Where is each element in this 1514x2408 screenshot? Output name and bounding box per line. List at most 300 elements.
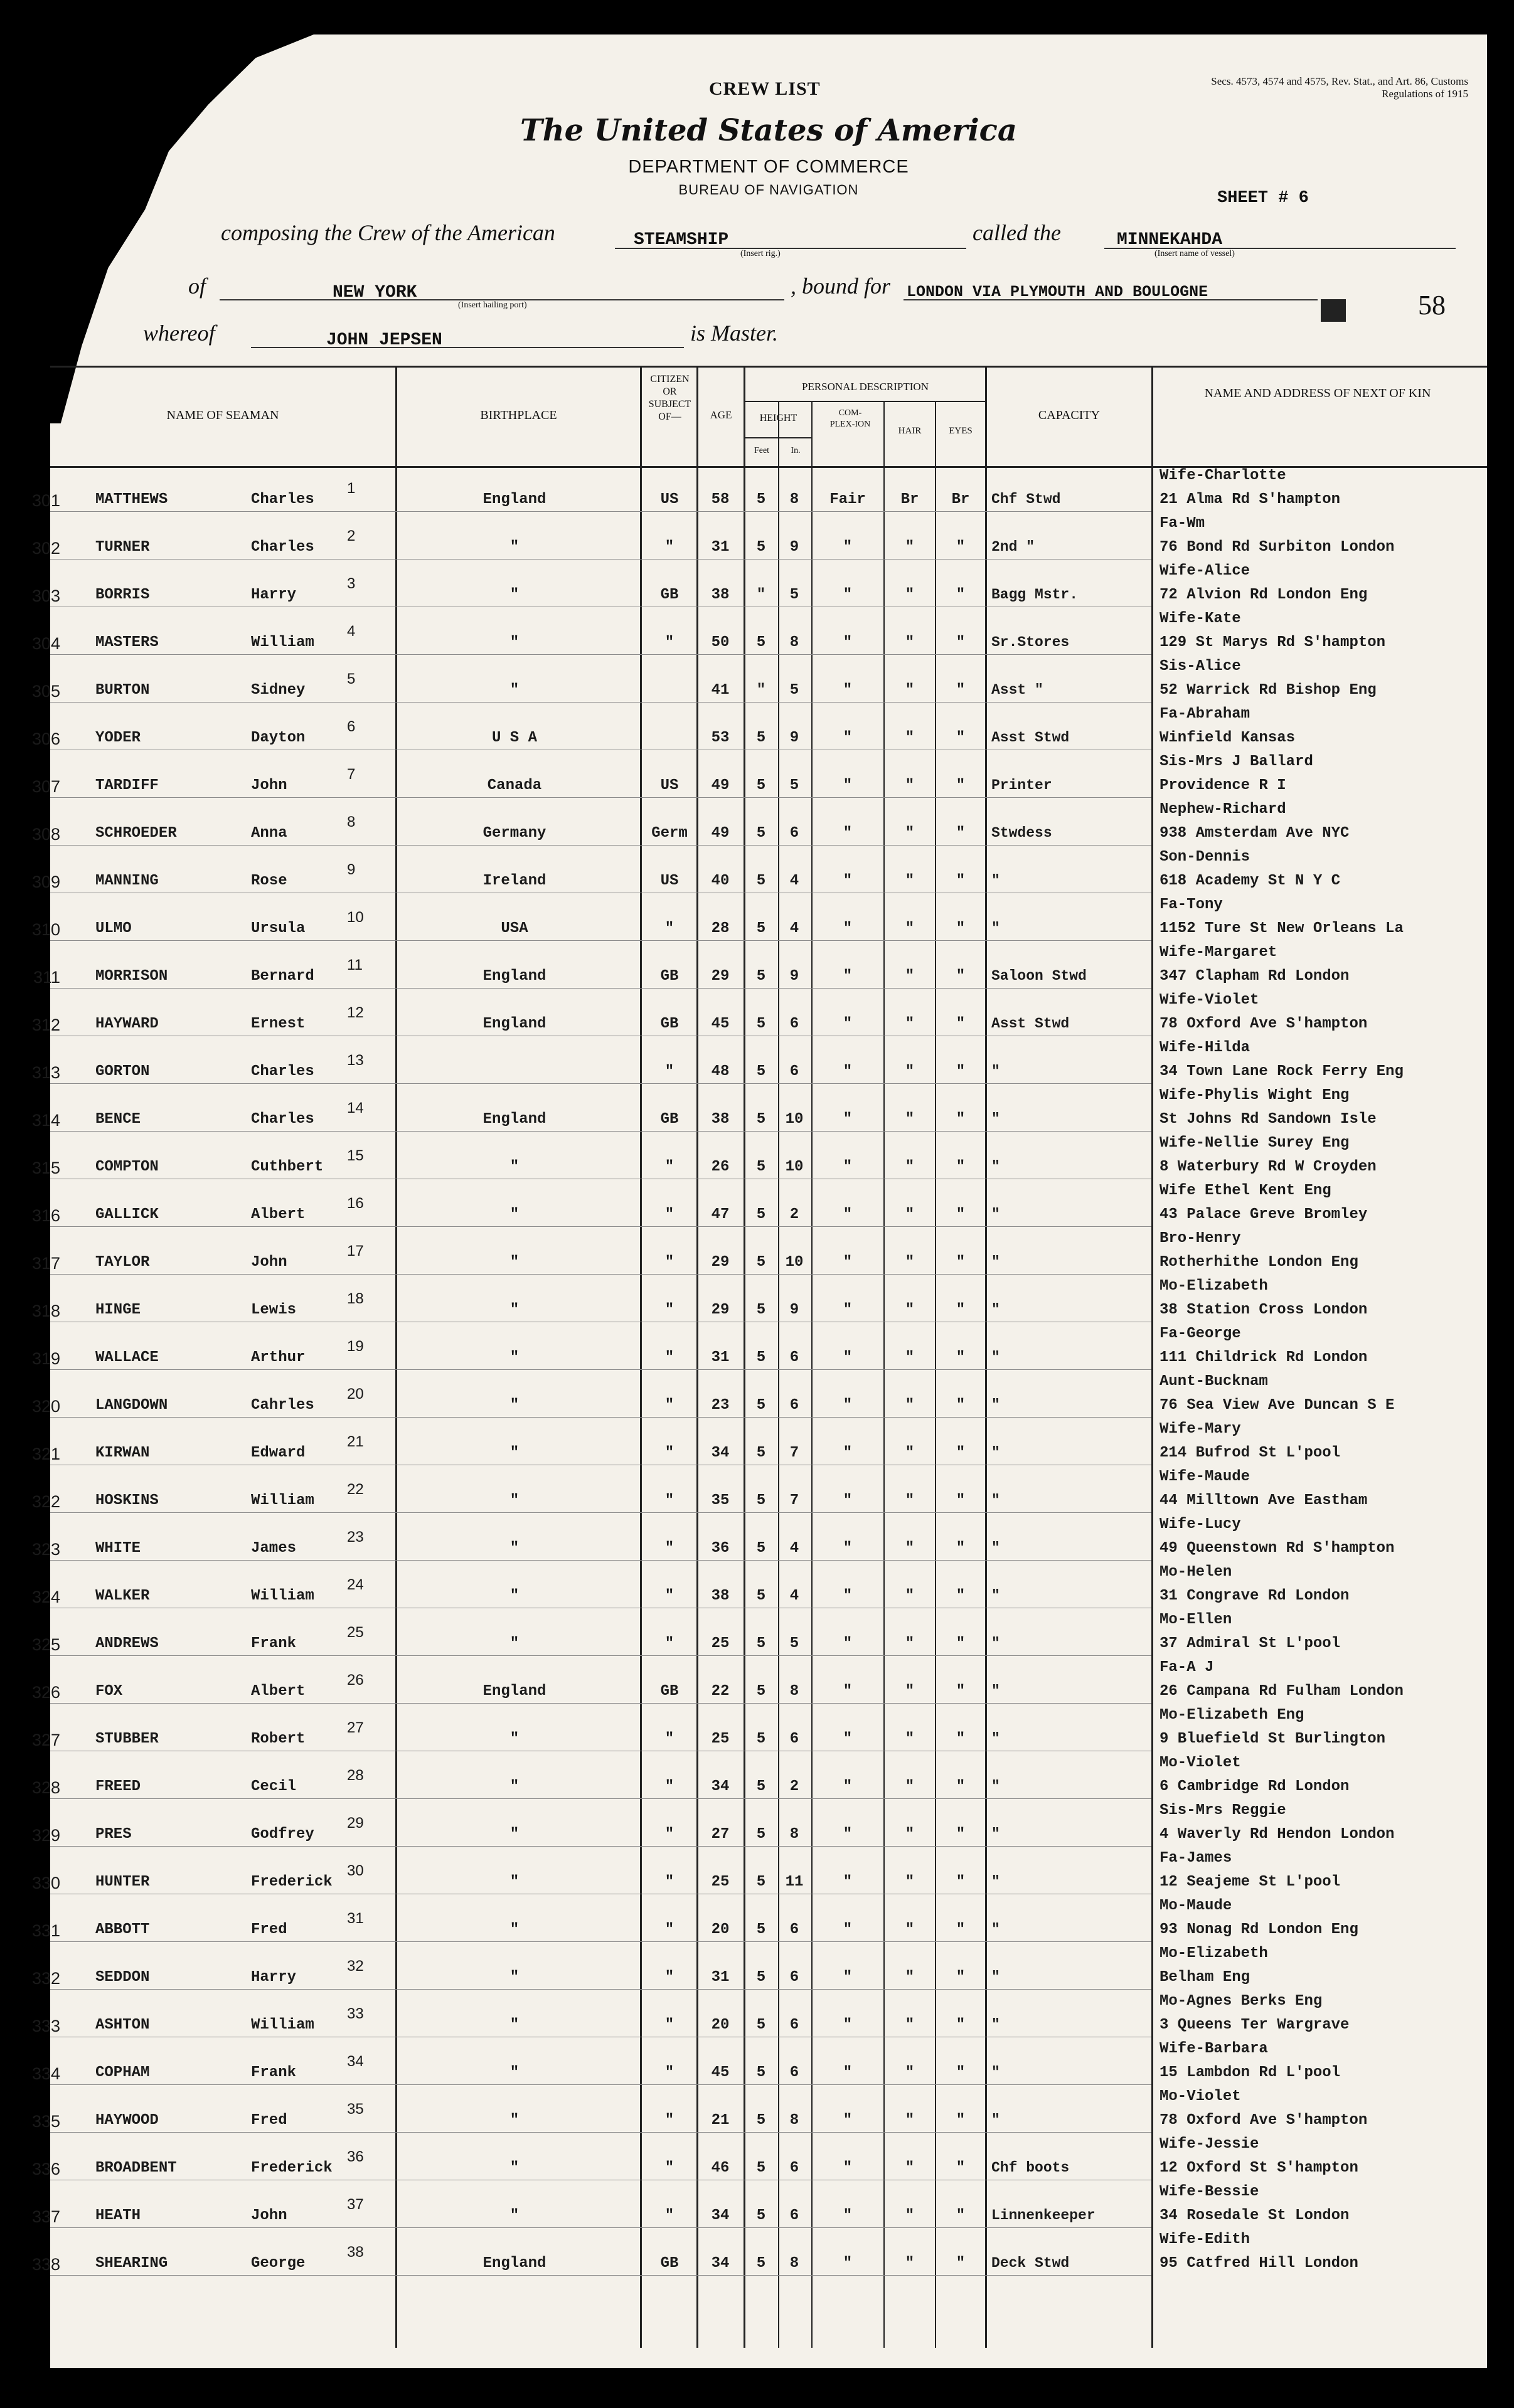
age: 49 [711, 777, 730, 794]
given-name: Charles [251, 491, 314, 508]
next-of-kin-name: Fa-James [1159, 1850, 1232, 1867]
age: 35 [711, 1492, 730, 1509]
row-rule [50, 1274, 1151, 1275]
eyes: " [956, 729, 966, 746]
given-name: William [251, 2017, 314, 2034]
row-number: 320 [31, 1397, 60, 1416]
birthplace: " [509, 1731, 520, 1748]
next-of-kin-name: Fa-Tony [1159, 896, 1223, 913]
next-of-kin-address: Providence R I [1159, 777, 1286, 794]
next-of-kin-name: Wife-Violet [1159, 992, 1259, 1009]
next-of-kin-address: 76 Bond Rd Surbiton London [1159, 539, 1395, 556]
eyes: " [956, 1254, 966, 1271]
surname: WALLACE [95, 1349, 159, 1366]
row-number: 338 [31, 2255, 60, 2274]
birthplace: " [509, 1778, 520, 1795]
capacity: Asst " [991, 682, 1043, 698]
surname: TARDIFF [95, 777, 159, 794]
form-line1-prefix: composing the Crew of the American [221, 220, 555, 245]
sequence-index: 14 [347, 1100, 364, 1116]
table-row [31, 2231, 1487, 2279]
next-of-kin-name: Son-Dennis [1159, 849, 1250, 866]
capacity: Printer [991, 777, 1052, 793]
height-feet: 5 [756, 825, 766, 842]
next-of-kin-address: 93 Nonag Rd London Eng [1159, 1921, 1358, 1938]
birthplace: " [509, 1826, 520, 1843]
capacity: Asst Stwd [991, 1016, 1070, 1032]
complexion: " [843, 1540, 853, 1557]
height-feet: 5 [756, 2064, 766, 2081]
next-of-kin-name: Wife-Lucy [1159, 1516, 1241, 1533]
given-name: Cuthbert [251, 1159, 324, 1175]
sequence-index: 27 [347, 1719, 364, 1736]
birthplace: " [509, 2064, 520, 2081]
row-number: 308 [31, 825, 60, 844]
eyes: " [956, 1397, 966, 1414]
table-row [31, 1659, 1487, 1707]
row-number: 301 [31, 491, 60, 510]
given-name: John [251, 1254, 287, 1271]
col-header-name: NAME OF SEAMAN [166, 408, 279, 422]
capacity: " [991, 2112, 1000, 2128]
complexion: " [843, 2207, 853, 2224]
next-of-kin-address: 938 Amsterdam Ave NYC [1159, 825, 1350, 842]
age: 20 [711, 2017, 730, 2034]
next-of-kin-address: 38 Station Cross London [1159, 1302, 1368, 1318]
col-header-hair: HAIR [898, 426, 922, 436]
surname: HINGE [95, 1302, 141, 1318]
citizenship: " [664, 1588, 674, 1604]
hair: " [905, 1731, 915, 1748]
citizenship: " [664, 1874, 674, 1891]
row-number: 327 [31, 1731, 60, 1749]
table-row [31, 896, 1487, 944]
given-name: Bernard [251, 968, 314, 985]
surname: ASHTON [95, 2017, 150, 2034]
capacity: " [991, 873, 1000, 889]
col-header-age: AGE [710, 409, 732, 421]
sheet-number: SHEET # 6 [1217, 189, 1309, 208]
birthplace: Canada [487, 777, 542, 794]
age: 27 [711, 1826, 730, 1843]
eyes: " [956, 1588, 966, 1604]
sequence-index: 29 [347, 1815, 364, 1832]
next-of-kin-name: Wife-Kate [1159, 610, 1241, 627]
height-feet: 5 [756, 1969, 766, 1986]
given-name: Cahrles [251, 1397, 314, 1414]
row-number: 335 [31, 2112, 60, 2131]
row-rule [50, 1846, 1151, 1847]
age: 45 [711, 1016, 730, 1032]
given-name: William [251, 1492, 314, 1509]
height-feet: 5 [756, 1206, 766, 1223]
given-name: Ursula [251, 920, 306, 937]
row-number: 337 [31, 2207, 60, 2226]
birthplace: " [509, 2160, 520, 2177]
height-feet: 5 [756, 1302, 766, 1318]
age: 31 [711, 1969, 730, 1986]
complexion: " [843, 1969, 853, 1986]
sequence-index: 38 [347, 2244, 364, 2261]
next-of-kin-address: 34 Town Lane Rock Ferry Eng [1159, 1063, 1404, 1080]
sequence-index: 24 [347, 1576, 364, 1593]
height-inches: 6 [789, 2160, 799, 2177]
citizenship: GB [660, 1016, 679, 1032]
row-number: 319 [31, 1349, 60, 1368]
next-of-kin-name: Mo-Agnes Berks Eng [1159, 1993, 1323, 2010]
given-name: Dayton [251, 729, 306, 746]
hair: Br [900, 491, 919, 508]
next-of-kin-address: 6 Cambridge Rd London [1159, 1778, 1350, 1795]
complexion: " [843, 1445, 853, 1461]
sequence-index: 18 [347, 1290, 364, 1307]
height-feet: 5 [756, 1588, 766, 1604]
given-name: Frank [251, 1635, 297, 1652]
table-row [31, 801, 1487, 849]
table-row [31, 1087, 1487, 1135]
complexion: " [843, 825, 853, 842]
vessel-value: MINNEKAHDA [1117, 230, 1223, 250]
rig-hint: (Insert rig.) [740, 249, 781, 258]
row-number: 321 [31, 1445, 60, 1463]
surname: SEDDON [95, 1969, 150, 1986]
hair: " [905, 920, 915, 937]
surname: BROADBENT [95, 2160, 177, 2177]
surname: BURTON [95, 682, 150, 699]
row-rule [50, 559, 1151, 560]
hair: " [905, 682, 915, 699]
age: 34 [711, 1445, 730, 1461]
next-of-kin-address: Rotherhithe London Eng [1159, 1254, 1358, 1271]
hair: " [905, 2255, 915, 2272]
citizenship: " [664, 539, 674, 556]
next-of-kin-address: 78 Oxford Ave S'hampton [1159, 2112, 1368, 2129]
hair: " [905, 1302, 915, 1318]
table-row [31, 1802, 1487, 1850]
birthplace: " [509, 539, 520, 556]
next-of-kin-name: Mo-Elizabeth Eng [1159, 1707, 1304, 1724]
next-of-kin-name: Sis-Mrs Reggie [1159, 1802, 1286, 1819]
capacity: Bagg Mstr. [991, 586, 1079, 603]
given-name: Harry [251, 586, 297, 603]
row-number: 304 [31, 634, 60, 653]
age: 29 [711, 1254, 730, 1271]
row-rule [50, 1703, 1151, 1704]
capacity: Linnenkeeper [991, 2207, 1096, 2224]
table-row [31, 1468, 1487, 1516]
row-rule [50, 702, 1151, 703]
bound-for-label: , bound for [791, 273, 891, 299]
next-of-kin-address: 52 Warrick Rd Bishop Eng [1159, 682, 1377, 699]
birthplace: " [509, 2207, 520, 2224]
table-row [31, 1850, 1487, 1897]
sequence-index: 25 [347, 1624, 364, 1641]
eyes: " [956, 1874, 966, 1891]
age: 31 [711, 1349, 730, 1366]
birthplace: Germany [482, 825, 546, 842]
citizenship: " [664, 1445, 674, 1461]
table-row [31, 563, 1487, 610]
row-number: 312 [31, 1016, 60, 1034]
height-inches: 10 [785, 1111, 804, 1128]
sequence-index: 2 [347, 528, 356, 544]
birthplace: " [509, 1540, 520, 1557]
complexion: " [843, 1016, 853, 1032]
eyes: " [956, 873, 966, 889]
capacity: " [991, 1159, 1000, 1175]
complexion: " [843, 1492, 853, 1509]
given-name: Ernest [251, 1016, 306, 1032]
height-inches: 6 [789, 1969, 799, 1986]
sequence-index: 9 [347, 861, 356, 878]
capacity: Asst Stwd [991, 729, 1070, 746]
height-inches: 5 [789, 586, 799, 603]
hair: " [905, 1492, 915, 1509]
next-of-kin-name: Fa-George [1159, 1325, 1241, 1342]
next-of-kin-name: Wife-Charlotte [1159, 467, 1286, 484]
height-feet: 5 [756, 539, 766, 556]
hair: " [905, 1588, 915, 1604]
next-of-kin-name: Sis-Mrs J Ballard [1159, 753, 1313, 770]
complexion: " [843, 2160, 853, 2177]
complexion: " [843, 1206, 853, 1223]
next-of-kin-name: Wife-Hilda [1159, 1039, 1250, 1056]
given-name: Edward [251, 1445, 306, 1461]
given-name: Lewis [251, 1302, 297, 1318]
hair: " [905, 1159, 915, 1175]
complexion: " [843, 2064, 853, 2081]
row-number: 302 [31, 539, 60, 558]
height-inches: 4 [789, 1588, 799, 1604]
age: 45 [711, 2064, 730, 2081]
age: 34 [711, 2207, 730, 2224]
row-rule [50, 1417, 1151, 1418]
called-the-label: called the [973, 220, 1061, 245]
next-of-kin-name: Wife Ethel Kent Eng [1159, 1182, 1331, 1199]
eyes: " [956, 1969, 966, 1986]
table-row [31, 1135, 1487, 1182]
surname: KIRWAN [95, 1445, 150, 1461]
capacity: " [991, 2017, 1000, 2033]
given-name: James [251, 1540, 297, 1557]
complexion: " [843, 1826, 853, 1843]
capacity: " [991, 2064, 1000, 2081]
height-inches: 9 [789, 968, 799, 985]
hair: " [905, 1206, 915, 1223]
height-inches: 6 [789, 2207, 799, 2224]
height-inches: 7 [789, 1492, 799, 1509]
row-rule [50, 1369, 1151, 1370]
age: 29 [711, 1302, 730, 1318]
row-rule [50, 1941, 1151, 1942]
surname: HAYWOOD [95, 2112, 159, 2129]
age: 47 [711, 1206, 730, 1223]
sequence-index: 26 [347, 1672, 364, 1689]
table-row [31, 1182, 1487, 1230]
height-feet: 5 [756, 1397, 766, 1414]
complexion: " [843, 539, 853, 556]
complexion: " [843, 586, 853, 603]
capacity: Sr.Stores [991, 634, 1070, 650]
age: 23 [711, 1397, 730, 1414]
given-name: Frederick [251, 1874, 333, 1891]
surname: MASTERS [95, 634, 159, 651]
complexion: " [843, 1302, 853, 1318]
height-inches: 7 [789, 1445, 799, 1461]
age: 21 [711, 2112, 730, 2129]
next-of-kin-name: Bro-Henry [1159, 1230, 1241, 1247]
sequence-index: 4 [347, 623, 356, 640]
surname: HEATH [95, 2207, 141, 2224]
table-row [31, 610, 1487, 658]
height-feet: " [756, 586, 766, 603]
height-inches: 5 [789, 1635, 799, 1652]
capacity: " [991, 1492, 1000, 1509]
row-number: 331 [31, 1921, 60, 1940]
complexion: " [843, 1635, 853, 1652]
surname: STUBBER [95, 1731, 159, 1748]
sequence-index: 17 [347, 1243, 364, 1260]
age: 48 [711, 1063, 730, 1080]
height-inches: 6 [789, 2064, 799, 2081]
age: 26 [711, 1159, 730, 1175]
next-of-kin-address: 15 Lambdon Rd L'pool [1159, 2064, 1341, 2081]
citizenship: " [664, 1921, 674, 1938]
surname: PRES [95, 1826, 132, 1843]
given-name: George [251, 2255, 306, 2272]
height-inches: 6 [789, 1731, 799, 1748]
height-inches: 6 [789, 1349, 799, 1366]
table-row [31, 1945, 1487, 1993]
row-number: 323 [31, 1540, 60, 1559]
country-heading: The United States of America [520, 113, 1018, 148]
is-master-label: is Master. [690, 321, 779, 346]
height-inches: 8 [789, 1683, 799, 1700]
next-of-kin-address: 8 Waterbury Rd W Croyden [1159, 1159, 1377, 1175]
table-row [31, 1564, 1487, 1611]
height-feet: 5 [756, 1683, 766, 1700]
hair: " [905, 1397, 915, 1414]
birthplace: " [509, 1159, 520, 1175]
row-rule [50, 511, 1151, 512]
height-feet: 5 [756, 1016, 766, 1032]
complexion: " [843, 1397, 853, 1414]
row-number: 330 [31, 1874, 60, 1892]
age: 38 [711, 1588, 730, 1604]
table-row [31, 1754, 1487, 1802]
height-feet: 5 [756, 1254, 766, 1271]
height-inches: 6 [789, 1063, 799, 1080]
height-feet: 5 [756, 1445, 766, 1461]
height-feet: 5 [756, 968, 766, 985]
hair: " [905, 1445, 915, 1461]
citizenship: GB [660, 1111, 679, 1128]
row-rule [50, 2132, 1151, 2133]
sequence-index: 1 [347, 480, 356, 497]
row-number: 307 [31, 777, 60, 796]
row-rule [50, 2084, 1151, 2085]
eyes: " [956, 1111, 966, 1128]
hair: " [905, 777, 915, 794]
table-row [31, 992, 1487, 1039]
height-feet: 5 [756, 1874, 766, 1891]
statute-reference: Secs. 4573, 4574 and 4575, Rev. Stat., and Art. 86, Customs Regulations of 1915 [1211, 75, 1468, 100]
table-row [31, 467, 1487, 515]
sequence-index: 6 [347, 718, 356, 735]
surname: BENCE [95, 1111, 141, 1128]
department-heading: DEPARTMENT OF COMMERCE [628, 157, 909, 177]
complexion: " [843, 1159, 853, 1175]
age: 46 [711, 2160, 730, 2177]
height-feet: 5 [756, 1731, 766, 1748]
next-of-kin-address: 4 Waverly Rd Hendon London [1159, 1826, 1395, 1843]
hair: " [905, 2207, 915, 2224]
citizenship: " [664, 1540, 674, 1557]
complexion: " [843, 2017, 853, 2034]
given-name: John [251, 2207, 287, 2224]
citizenship: US [660, 491, 679, 508]
birthplace: England [482, 491, 546, 508]
next-of-kin-name: Wife-Mary [1159, 1421, 1241, 1438]
complexion: " [843, 777, 853, 794]
given-name: Sidney [251, 682, 306, 699]
col-header-complexion: COM-PLEX-ION [829, 408, 871, 429]
next-of-kin-name: Wife-Jessie [1159, 2136, 1259, 2153]
table-row [31, 1421, 1487, 1468]
eyes: " [956, 1445, 966, 1461]
surname: GALLICK [95, 1206, 159, 1223]
next-of-kin-name: Mo-Violet [1159, 2088, 1241, 2105]
citizenship: " [664, 1063, 674, 1080]
given-name: Charles [251, 1063, 314, 1080]
given-name: Albert [251, 1206, 306, 1223]
eyes: " [956, 2160, 966, 2177]
hair: " [905, 634, 915, 651]
citizenship: " [664, 1969, 674, 1986]
citizenship: GB [660, 968, 679, 985]
surname: WALKER [95, 1588, 150, 1604]
age: 38 [711, 586, 730, 603]
age: 36 [711, 1540, 730, 1557]
birthplace: " [509, 1254, 520, 1271]
master-value: JOHN JEPSEN [326, 331, 442, 350]
birthplace: England [482, 1683, 546, 1700]
capacity: " [991, 1826, 1000, 1842]
row-rule [50, 1989, 1151, 1990]
hair: " [905, 2017, 915, 2034]
surname: TURNER [95, 539, 150, 556]
next-of-kin-name: Mo-Elizabeth [1159, 1278, 1268, 1295]
height-inches: 6 [789, 1397, 799, 1414]
row-rule [50, 2227, 1151, 2228]
citizenship: GB [660, 2255, 679, 2272]
col-header-inches: In. [791, 446, 801, 455]
citizenship: " [664, 634, 674, 651]
capacity: " [991, 1874, 1000, 1890]
birthplace: " [509, 1921, 520, 1938]
table-row [31, 1707, 1487, 1754]
citizenship: " [664, 1731, 674, 1748]
col-header-feet: Feet [754, 446, 770, 455]
next-of-kin-address: Belham Eng [1159, 1969, 1250, 1986]
birthplace: " [509, 1206, 520, 1223]
age: 34 [711, 1778, 730, 1795]
next-of-kin-name: Wife-Maude [1159, 1468, 1250, 1485]
height-feet: 5 [756, 2112, 766, 2129]
sequence-index: 19 [347, 1338, 364, 1355]
next-of-kin-name: Nephew-Richard [1159, 801, 1286, 818]
sequence-index: 30 [347, 1862, 364, 1879]
